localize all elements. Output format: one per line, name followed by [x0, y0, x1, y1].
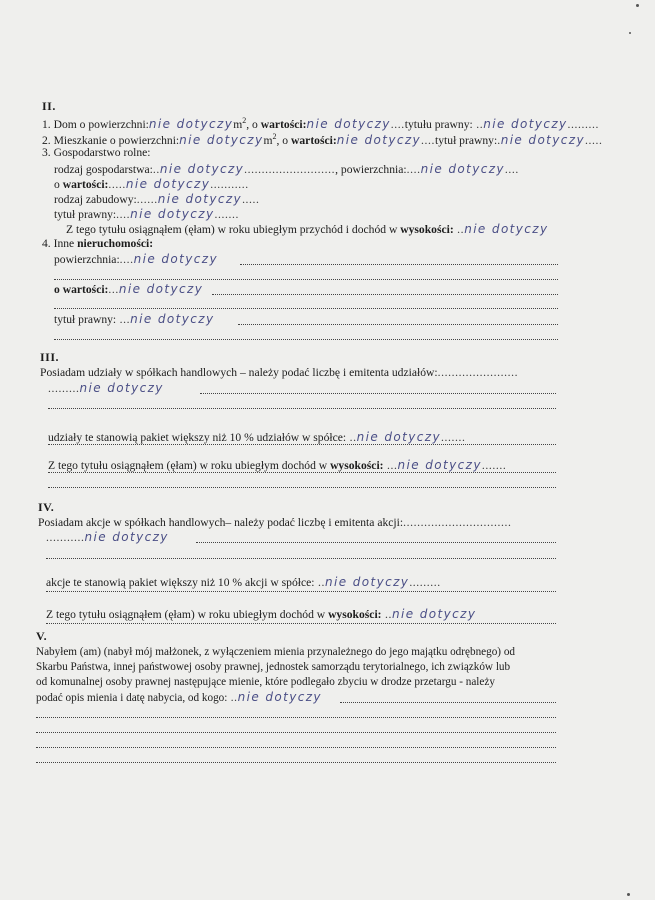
handwritten-answer: nie dotyczy [483, 116, 568, 131]
other-area-line: powierzchnia:....nie dotyczy [54, 252, 218, 266]
connector-text: o [54, 283, 63, 296]
scan-speck [629, 32, 631, 34]
shares-10pct-label: udziały te stanowią pakiet większy niż 10 % udziałów w spółce: [48, 431, 347, 444]
house-area-label: 1. Dom o powierzchni: [42, 117, 149, 131]
handwritten-answer: nie dotyczy [420, 162, 505, 176]
shares-answer-line: .........nie dotyczy [48, 381, 164, 395]
handwritten-answer: nie dotyczy [356, 430, 441, 444]
handwritten-answer: nie dotyczy [500, 132, 585, 147]
handwritten-answer: nie dotyczy [125, 177, 211, 191]
connector-text: , o [246, 117, 261, 131]
farm-buildings-line: rodzaj zabudowy:......nie dotyczy..... [54, 192, 260, 206]
farm-heading: 3. Gospodarstwo rolne: [42, 146, 151, 159]
other-value-label: wartości: [62, 283, 109, 296]
scan-speck [627, 893, 630, 896]
fill-line [46, 623, 556, 624]
farm-type-line: rodzaj gospodarstwa:..nie dotyczy.........................., powierzchnia:....nie dotyczy.... [54, 162, 519, 176]
farm-title-line: tytuł prawny:....nie dotyczy....... [54, 207, 239, 221]
handwritten-answer: nie dotyczy [464, 222, 549, 236]
stocks-10pct-label: akcje te stanowią pakiet większy niż 10 % akcji w spółce: [46, 576, 315, 589]
acquired-para-3: od komunalnej osoby prawnej następujące mienie, które podlegało zbyciu w drodze przetargu - należy [36, 676, 495, 688]
apartment-area-line: 2. Mieszkanie o powierzchni:nie dotyczym$^2$, o wartości:nie dotyczy....tytuł prawny:.nie dotyczy..... [42, 132, 603, 147]
other-area-label: powierzchnia: [54, 253, 120, 266]
other-value-line: o wartości:...nie dotyczy [54, 282, 204, 296]
unit-label: m [233, 117, 243, 131]
acquired-label: podać opis mienia i datę nabycia, od kogo: [36, 692, 228, 704]
handwritten-answer: nie dotyczy [306, 116, 391, 131]
fill-line [240, 264, 558, 265]
shares-income-line: Z tego tytułu osiągnąłem (ęłam) w roku ubiegłym dochód w wysokości: ...nie dotyczy....... [48, 458, 507, 472]
stocks-income-label: Z tego tytułu osiągnąłem (ęłam) w roku ubiegłym dochód w [46, 608, 329, 621]
other-title-label: tytuł prawny: [54, 313, 117, 326]
handwritten-answer: nie dotyczy [157, 192, 243, 206]
fill-line [46, 591, 556, 592]
fill-line [36, 732, 556, 733]
fill-line [54, 308, 558, 309]
acquired-para-4: podać opis mienia i datę nabycia, od kogo: ..nie dotyczy [36, 690, 322, 704]
value-label: wartości: [260, 117, 307, 131]
handwritten-answer: nie dotyczy [237, 690, 322, 704]
stocks-line: Posiadam akcje w spółkach handlowych– należy podać liczbę i emitenta akcji:............................... [38, 516, 512, 529]
farm-type-label: rodzaj gospodarstwa: [54, 163, 153, 176]
farm-income-label: Z tego tytułu osiągnąłem (ęłam) w roku ubiegłym przychód i dochód w [66, 223, 401, 236]
fill-line [48, 444, 556, 445]
fill-line [36, 747, 556, 748]
handwritten-answer: nie dotyczy [325, 575, 410, 589]
farm-income-line: Z tego tytułu osiągnąłem (ęłam) w roku ubiegłym przychód i dochód w wysokości: ..nie dotyczy [66, 222, 549, 236]
farm-value-label: wartości: [62, 178, 109, 191]
handwritten-answer: nie dotyczy [397, 458, 482, 472]
unit-exponent: 2 [242, 116, 247, 125]
other-title-line: tytuł prawny: ...nie dotyczy [54, 312, 215, 326]
fill-line [212, 294, 558, 295]
legal-title-label: tytuł prawny: [435, 133, 498, 147]
fill-line [54, 279, 558, 280]
other-property-heading [42, 237, 153, 251]
value-label: wartości: [291, 133, 337, 147]
fill-line [200, 393, 556, 394]
stocks-income-line: Z tego tytułu osiągnąłem (ęłam) w roku ubiegłym dochód w wysokości: ..nie dotyczy [46, 607, 477, 621]
handwritten-answer: nie dotyczy [148, 116, 234, 131]
amount-label: wysokości: [400, 223, 454, 236]
handwritten-answer: nie dotyczy [130, 312, 215, 326]
other-property-prefix: 4. Inne [42, 237, 78, 250]
handwritten-answer: nie dotyczy [84, 530, 169, 544]
handwritten-answer: nie dotyczy [179, 132, 264, 147]
fill-line [36, 762, 556, 763]
shares-label: Posiadam udziały w spółkach handlowych – należy podać liczbę i emitenta udziałów: [40, 366, 438, 379]
handwritten-answer: nie dotyczy [130, 207, 215, 221]
fill-line [48, 408, 556, 409]
fill-line [54, 339, 558, 340]
scan-speck [636, 4, 639, 7]
stocks-label: Posiadam akcje w spółkach handlowych– należy podać liczbę i emitenta akcji: [38, 516, 404, 529]
handwritten-answer: nie dotyczy [392, 607, 477, 621]
section-2-heading: II. [42, 99, 56, 113]
fill-line [46, 558, 556, 559]
section-3-heading: III. [40, 350, 60, 364]
amount-label: wysokości: [330, 459, 384, 472]
farm-value-line: o wartości:.....nie dotyczy........... [54, 177, 249, 191]
section-5-heading: V. [36, 629, 48, 643]
fill-line [196, 542, 556, 543]
shares-line: Posiadam udziały w spółkach handlowych – należy podać liczbę i emitenta udziałów:....................... [40, 366, 519, 379]
other-property-label: nieruchomości: [77, 237, 154, 250]
acquired-para-2: Skarbu Państwa, innej państwowej osoby prawnej, jednostek samorządu terytorialnego, ich związków lub [36, 661, 511, 673]
connector-text: o [54, 178, 63, 191]
unit-exponent: 2 [272, 132, 277, 141]
farm-buildings-label: rodzaj zabudowy: [54, 193, 137, 206]
handwritten-answer: nie dotyczy [336, 132, 422, 147]
handwritten-answer: nie dotyczy [118, 282, 204, 296]
house-area-line: 1. Dom o powierzchni:nie dotyczym$^2$, o wartości:nie dotyczy....tytułu prawny: ..nie dotyczy......... [42, 116, 600, 131]
stocks-answer-line: ...........nie dotyczy [46, 530, 169, 544]
fill-line [48, 472, 556, 473]
section-4-heading: IV. [38, 500, 55, 514]
fill-line [48, 487, 556, 488]
handwritten-answer: nie dotyczy [79, 381, 164, 395]
fill-line [238, 324, 558, 325]
fill-line [36, 717, 556, 718]
connector-text: , o [276, 133, 291, 147]
handwritten-answer: nie dotyczy [133, 252, 218, 266]
shares-income-label: Z tego tytułu osiągnąłem (ęłam) w roku ubiegłym dochód w [48, 459, 331, 472]
shares-10pct-line: udziały te stanowią pakiet większy niż 10 % udziałów w spółce: ..nie dotyczy....... [48, 430, 466, 444]
farm-area-label: , powierzchnia: [335, 163, 407, 176]
legal-title-label: tytułu prawny: [404, 117, 473, 131]
acquired-para-1: Nabyłem (am) (nabył mój małżonek, z wyłączeniem mienia przynależnego do jego majątku odrębnego) od [36, 646, 516, 658]
farm-title-label: tytuł prawny: [54, 208, 117, 221]
stocks-10pct-line: akcje te stanowią pakiet większy niż 10 % akcji w spółce: ..nie dotyczy......... [46, 575, 441, 589]
amount-label: wysokości: [328, 608, 382, 621]
handwritten-answer: nie dotyczy [159, 162, 245, 176]
apartment-area-label: 2. Mieszkanie o powierzchni: [42, 133, 180, 147]
unit-label: m [263, 133, 273, 147]
fill-line [340, 702, 556, 703]
